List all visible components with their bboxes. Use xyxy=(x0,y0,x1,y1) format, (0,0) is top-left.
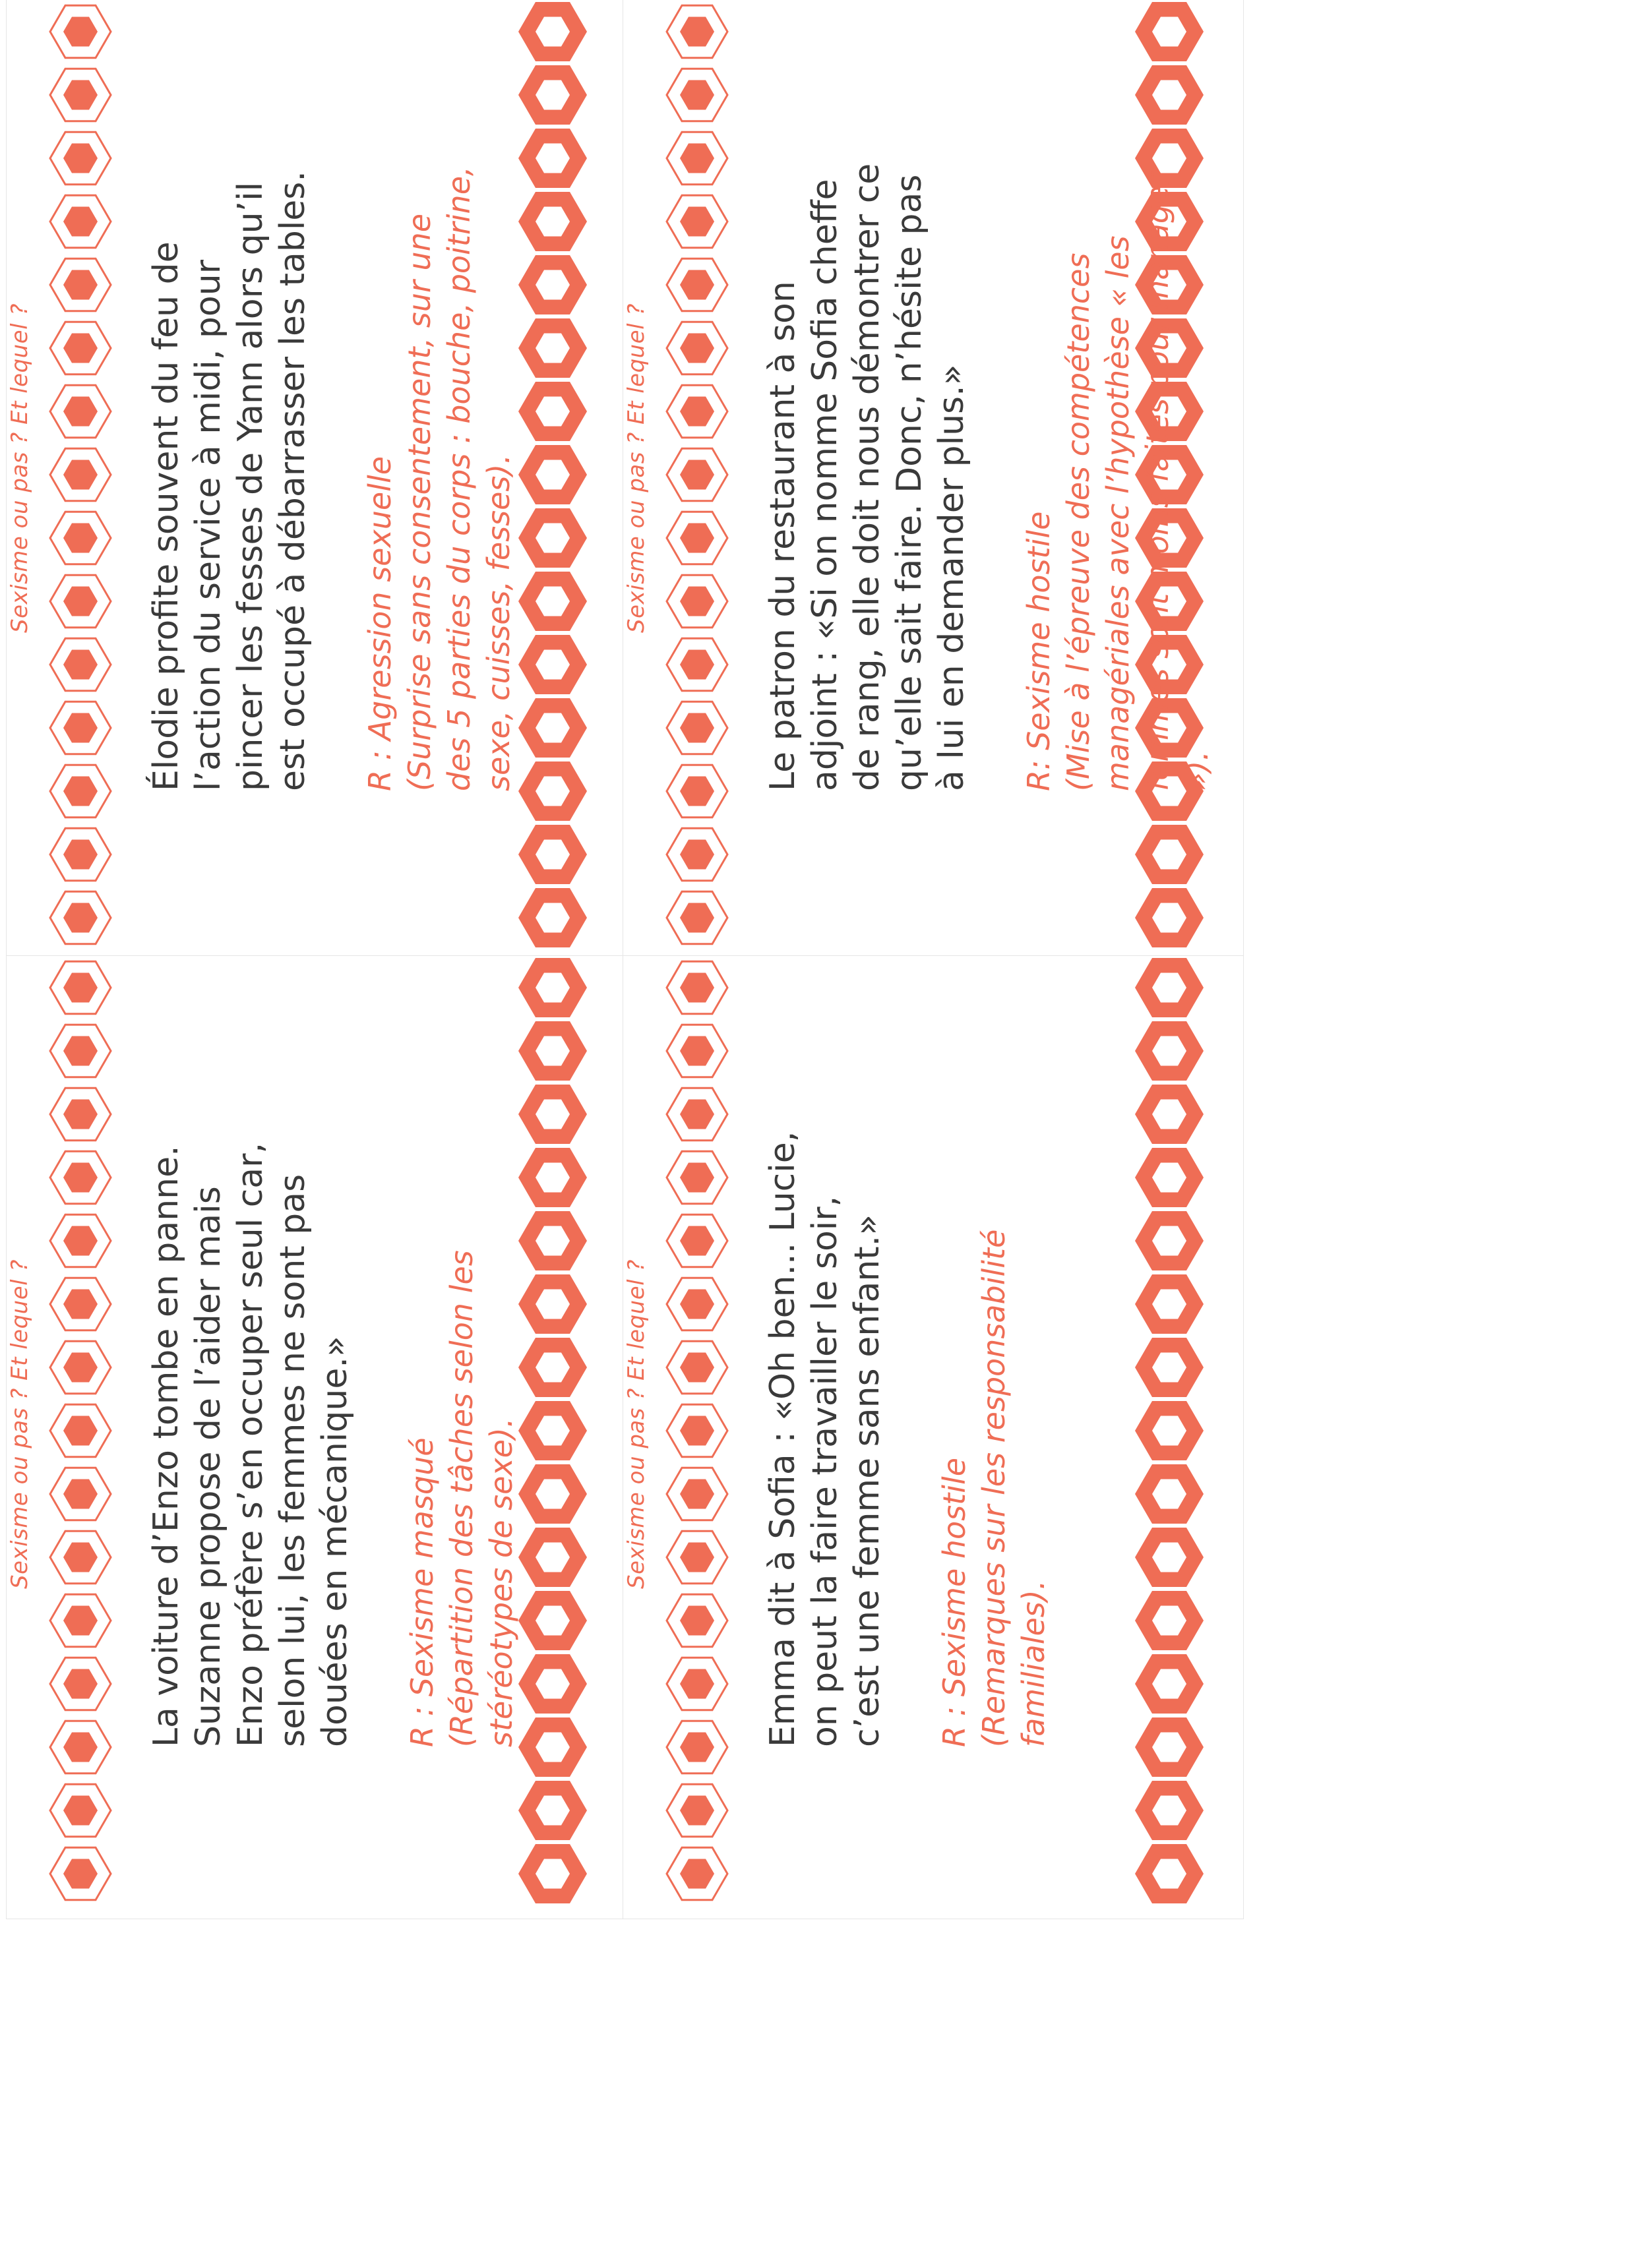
card-top-right xyxy=(623,0,1243,963)
card-answer xyxy=(402,1114,521,1747)
card-answer xyxy=(360,158,518,791)
hexagon-filled xyxy=(63,17,98,47)
hexagon-filled xyxy=(680,17,714,47)
answer-detail: (Surprise sans consentement, sur une des 5 parties du corps : bouche, poitrine, sexe, cuisses, fesses). xyxy=(402,166,516,791)
card-scenario: Emma dit à Sofia : «Oh ben... Lucie, on peut la faire travailler le soir, c’est une femme sans enfant.» xyxy=(763,1131,887,1747)
answer-title: R: Sexisme hostile xyxy=(1021,511,1057,791)
card-scenario: Élodie profite souvent du feu de l’action du service à midi, pour pincer les fesses de Yann alors qu’il est occupé à débarrasser les tables. xyxy=(146,171,313,791)
answer-title: R : Sexisme hostile xyxy=(936,1457,972,1747)
card-scenario: Le patron du restaurant à son adjoint : «Si on nomme Sofia cheffe de rang, elle doit nous démontrer ce qu’elle sait faire. Donc, n’hésite pas à lui en demander plus.» xyxy=(763,163,971,791)
card-content xyxy=(7,1009,627,1919)
card-answer xyxy=(935,1114,1053,1747)
card-top-left xyxy=(7,0,627,963)
card-question: Sexisme ou pas ? Et lequel ? xyxy=(7,1259,33,1589)
card-content xyxy=(7,53,627,963)
answer-title: R : Agression sexuelle xyxy=(362,456,398,791)
card-answer xyxy=(1019,158,1217,791)
answer-detail: (Remarques sur les responsabilité familiales). xyxy=(976,1229,1051,1747)
card-question: Sexisme ou pas ? Et lequel ? xyxy=(623,303,650,633)
answer-detail: (Mise à l’épreuve des compétences managériales avec l’hypothèse « les femmes sont moins faites pour manager »). xyxy=(1060,173,1215,791)
card-question: Sexisme ou pas ? Et lequel ? xyxy=(623,1259,650,1589)
card-question: Sexisme ou pas ? Et lequel ? xyxy=(7,303,33,633)
card-scenario: La voiture d’Enzo tombe en panne. Suzanne propose de l’aider mais Enzo préfère s’en occuper seul car, selon lui, les femmes ne sont pas douées en mécanique.» xyxy=(146,1142,355,1747)
card-bottom-left xyxy=(7,956,627,1919)
answer-title: R : Sexisme masqué xyxy=(404,1437,440,1747)
card-content xyxy=(623,53,1243,963)
card-bottom-right xyxy=(623,956,1243,1919)
card-content xyxy=(623,1009,1243,1919)
hexagon-filled xyxy=(680,973,714,1003)
answer-detail: (Répartition des tâches selon les stéréotypes de sexe). xyxy=(444,1250,519,1747)
hexagon-filled xyxy=(63,973,98,1003)
